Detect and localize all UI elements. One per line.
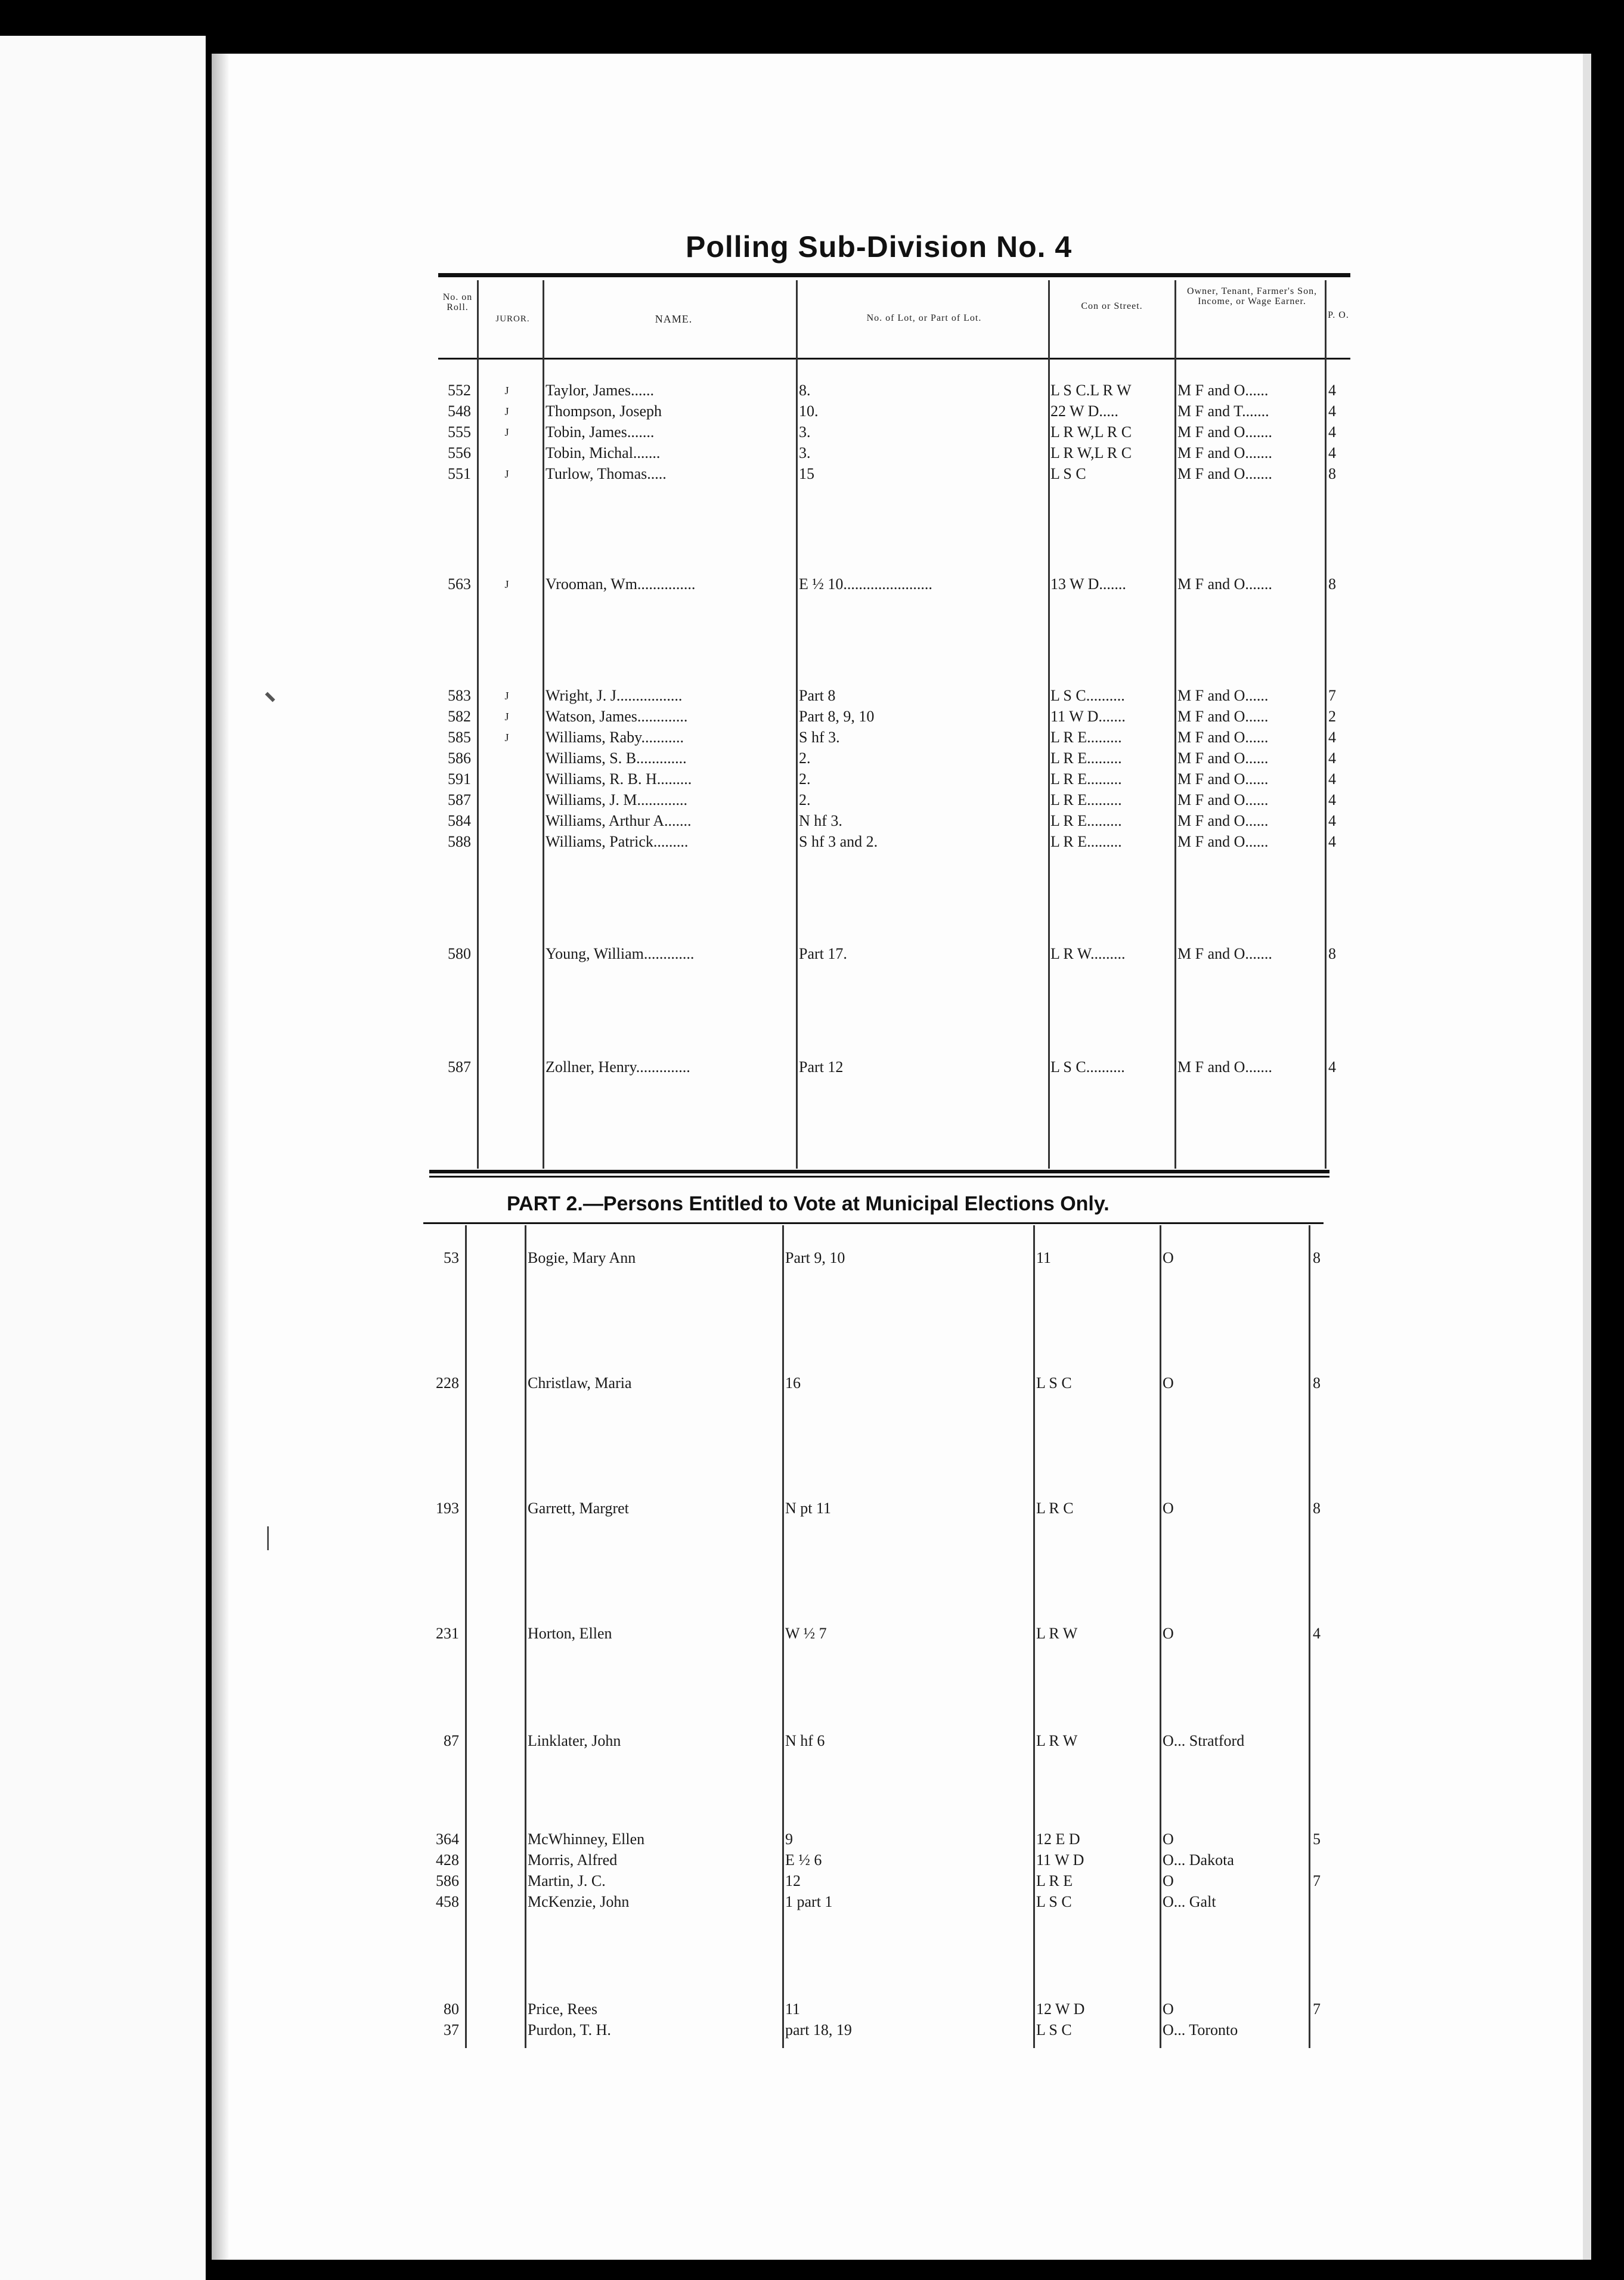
roll-number: 428 — [436, 1851, 459, 1869]
header-top-rule — [438, 273, 1350, 277]
post-office-code: 4 — [1328, 749, 1336, 767]
juror-mark: J — [504, 405, 509, 417]
lot-number: S hf 3. — [799, 729, 840, 746]
roll-number: 193 — [436, 1500, 459, 1517]
concession: L R E......... — [1050, 749, 1122, 767]
lot-number: 10. — [799, 402, 819, 420]
voter-name: Wright, J. J................. — [546, 687, 683, 704]
lot-number: part 18, 19 — [785, 2021, 852, 2039]
lot-number: 16 — [785, 1374, 801, 1392]
lot-number: 2. — [799, 749, 811, 767]
lot-number: 12 — [785, 1872, 801, 1889]
concession: L R C — [1036, 1500, 1074, 1517]
lot-number: Part 17. — [799, 945, 847, 962]
col-rule-4 — [1048, 280, 1050, 1169]
roll-number: 37 — [444, 2021, 459, 2039]
concession: 11 — [1036, 1249, 1052, 1266]
p2-col-rule-1 — [465, 1225, 467, 2048]
post-office-code: 2 — [1328, 708, 1336, 725]
roll-number: 580 — [448, 945, 471, 962]
post-office-code: 4 — [1328, 812, 1336, 829]
voter-name: Tobin, Michal....... — [546, 444, 661, 461]
voter-name: Christlaw, Maria — [528, 1374, 632, 1392]
roll-number: 587 — [448, 1058, 471, 1076]
concession: L R E — [1036, 1872, 1073, 1889]
qualification: M F and T....... — [1177, 402, 1269, 420]
voter-name: Purdon, T. H. — [528, 2021, 611, 2039]
lot-number: E ½ 10....................... — [799, 575, 932, 593]
voter-name: Young, William............. — [546, 945, 695, 962]
voter-name: Price, Rees — [528, 2000, 597, 2018]
voter-name: Watson, James............. — [546, 708, 688, 725]
qualification: O... Toronto — [1163, 2021, 1238, 2039]
voter-name: Williams, S. B............. — [546, 749, 687, 767]
juror-mark: J — [504, 468, 509, 480]
concession: L R E......... — [1050, 770, 1122, 788]
post-office-code: 4 — [1328, 791, 1336, 808]
lot-number: 2. — [799, 770, 811, 788]
stray-mark — [267, 1526, 269, 1550]
roll-number: 231 — [436, 1625, 459, 1642]
part2-heading: PART 2.—Persons Entitled to Vote at Municipal Elections Only. — [507, 1192, 1109, 1215]
qualification: O... Dakota — [1163, 1851, 1234, 1869]
concession: 11 W D....... — [1050, 708, 1126, 725]
header-lot: No. of Lot, or Part of Lot. — [866, 313, 982, 323]
lot-number: 3. — [799, 444, 811, 461]
qualification: M F and O...... — [1177, 791, 1269, 808]
header-po: P. O. — [1328, 310, 1349, 320]
roll-number: 87 — [444, 1732, 459, 1749]
roll-number: 583 — [448, 687, 471, 704]
lot-number: 8. — [799, 382, 811, 399]
concession: L S C — [1036, 1374, 1072, 1392]
part2-top-rule — [429, 1170, 1329, 1173]
lot-number: E ½ 6 — [785, 1851, 822, 1869]
qualification: M F and O...... — [1177, 687, 1269, 704]
p2-col-rule-2 — [525, 1225, 526, 2048]
concession: L S C.......... — [1050, 687, 1125, 704]
qualification: M F and O...... — [1177, 729, 1269, 746]
post-office-code: 4 — [1328, 423, 1336, 441]
voter-name: Williams, Raby........... — [546, 729, 684, 746]
roll-number: 586 — [448, 749, 471, 767]
post-office-code: 8 — [1328, 465, 1336, 482]
qualification: O... Stratford — [1163, 1732, 1245, 1749]
voter-name: Williams, R. B. H......... — [546, 770, 692, 788]
qualification: M F and O....... — [1177, 423, 1272, 441]
lot-number: W ½ 7 — [785, 1625, 827, 1642]
p2-col-rule-4 — [1033, 1225, 1035, 2048]
post-office-code: 8 — [1313, 1249, 1321, 1266]
voter-name: Taylor, James...... — [546, 382, 654, 399]
roll-number: 552 — [448, 382, 471, 399]
qualification: M F and O...... — [1177, 382, 1269, 399]
roll-number: 228 — [436, 1374, 459, 1392]
voter-name: McKenzie, John — [528, 1893, 630, 1910]
post-office-code: 4 — [1328, 382, 1336, 399]
voter-name: Horton, Ellen — [528, 1625, 612, 1642]
concession: L R W......... — [1050, 945, 1126, 962]
juror-mark: J — [504, 732, 509, 744]
roll-number: 458 — [436, 1893, 459, 1910]
lot-number: Part 9, 10 — [785, 1249, 845, 1266]
lot-number: N hf 3. — [799, 812, 842, 829]
juror-mark: J — [504, 426, 509, 438]
voter-name: Martin, J. C. — [528, 1872, 606, 1889]
qualification: M F and O....... — [1177, 465, 1272, 482]
lot-number: 2. — [799, 791, 811, 808]
post-office-code: 4 — [1328, 729, 1336, 746]
post-office-code: 8 — [1328, 945, 1336, 962]
col-rule-3 — [796, 280, 798, 1169]
lot-number: 3. — [799, 423, 811, 441]
juror-mark: J — [504, 690, 509, 702]
lot-number: 15 — [799, 465, 814, 482]
concession: L R E......... — [1050, 812, 1122, 829]
voter-name: Linklater, John — [528, 1732, 621, 1749]
lot-number: 1 part 1 — [785, 1893, 833, 1910]
concession: L R E......... — [1050, 833, 1122, 850]
voter-name: Bogie, Mary Ann — [528, 1249, 636, 1266]
header-con: Con or Street. — [1081, 301, 1143, 311]
concession: 11 W D — [1036, 1851, 1084, 1869]
header-name: NAME. — [655, 313, 693, 325]
qualification: O... Galt — [1163, 1893, 1216, 1910]
p2-col-rule-5 — [1160, 1225, 1161, 2048]
voter-name: Williams, Patrick......... — [546, 833, 689, 850]
qualification: M F and O....... — [1177, 575, 1272, 593]
roll-number: 584 — [448, 812, 471, 829]
roll-number: 551 — [448, 465, 471, 482]
concession: L R W — [1036, 1732, 1078, 1749]
qualification: O — [1163, 1374, 1174, 1392]
post-office-code: 7 — [1328, 687, 1336, 704]
header-bottom-rule — [438, 358, 1350, 360]
col-rule-1 — [477, 280, 479, 1169]
col-rule-6 — [1325, 280, 1327, 1169]
left-page-edge — [0, 36, 206, 2280]
roll-number: 582 — [448, 708, 471, 725]
lot-number: Part 8, 9, 10 — [799, 708, 875, 725]
voter-name: Garrett, Margret — [528, 1500, 629, 1517]
voter-name: Zollner, Henry.............. — [546, 1058, 690, 1076]
post-office-code: 8 — [1328, 575, 1336, 593]
voter-name: Williams, Arthur A....... — [546, 812, 692, 829]
qualification: M F and O....... — [1177, 444, 1272, 461]
header-roll: No. on Roll. — [442, 292, 473, 312]
post-office-code: 4 — [1328, 770, 1336, 788]
qualification: O — [1163, 1872, 1174, 1889]
concession: L S C.......... — [1050, 1058, 1125, 1076]
juror-mark: J — [504, 578, 509, 590]
qualification: M F and O...... — [1177, 833, 1269, 850]
post-office-code: 7 — [1313, 1872, 1321, 1889]
post-office-code: 4 — [1328, 1058, 1336, 1076]
qualification: O — [1163, 1625, 1174, 1642]
qualification: O — [1163, 1500, 1174, 1517]
voter-name: Tobin, James....... — [546, 423, 655, 441]
header-status: Owner, Tenant, Farmer's Son, Income, or Wage Earner. — [1186, 286, 1318, 306]
concession: 13 W D....... — [1050, 575, 1126, 593]
part2-top-rule-thin — [429, 1176, 1329, 1178]
qualification: M F and O...... — [1177, 770, 1269, 788]
roll-number: 364 — [436, 1830, 459, 1848]
roll-number: 586 — [436, 1872, 459, 1889]
juror-mark: J — [504, 711, 509, 723]
roll-number: 555 — [448, 423, 471, 441]
voter-name: Turlow, Thomas..... — [546, 465, 667, 482]
post-office-code: 4 — [1328, 833, 1336, 850]
qualification: O — [1163, 2000, 1174, 2018]
qualification: M F and O...... — [1177, 708, 1269, 725]
post-office-code: 8 — [1313, 1374, 1321, 1392]
qualification: M F and O....... — [1177, 945, 1272, 962]
p2-col-rule-6 — [1309, 1225, 1310, 2048]
post-office-code: 4 — [1328, 402, 1336, 420]
concession: L R E......... — [1050, 729, 1122, 746]
concession: L R W,L R C — [1050, 444, 1132, 461]
lot-number: Part 8 — [799, 687, 836, 704]
roll-number: 80 — [444, 2000, 459, 2018]
post-office-code: 8 — [1313, 1500, 1321, 1517]
juror-mark: J — [504, 385, 509, 396]
page-title: Polling Sub-Division No. 4 — [686, 230, 1073, 264]
post-office-code: 4 — [1328, 444, 1336, 461]
concession: 22 W D..... — [1050, 402, 1118, 420]
concession: L R E......... — [1050, 791, 1122, 808]
col-rule-2 — [543, 280, 544, 1169]
roll-number: 563 — [448, 575, 471, 593]
post-office-code: 7 — [1313, 2000, 1321, 2018]
voter-name: Morris, Alfred — [528, 1851, 618, 1869]
voter-name: Vrooman, Wm............... — [546, 575, 696, 593]
post-office-code: 4 — [1313, 1625, 1321, 1642]
lot-number: N pt 11 — [785, 1500, 832, 1517]
roll-number: 587 — [448, 791, 471, 808]
qualification: O — [1163, 1830, 1174, 1848]
concession: L S C — [1036, 1893, 1072, 1910]
roll-number: 548 — [448, 402, 471, 420]
roll-number: 53 — [444, 1249, 459, 1266]
concession: L R W,L R C — [1050, 423, 1132, 441]
roll-number: 585 — [448, 729, 471, 746]
roll-number: 591 — [448, 770, 471, 788]
voter-name: Williams, J. M............. — [546, 791, 688, 808]
qualification: O — [1163, 1249, 1174, 1266]
qualification: M F and O...... — [1177, 812, 1269, 829]
voter-name: Thompson, Joseph — [546, 402, 662, 420]
p2-col-rule-3 — [782, 1225, 784, 2048]
page-gutter-shadow — [212, 54, 230, 2260]
voter-name: McWhinney, Ellen — [528, 1830, 645, 1848]
qualification: M F and O....... — [1177, 1058, 1272, 1076]
post-office-code: 5 — [1313, 1830, 1321, 1848]
concession: L S C — [1050, 465, 1086, 482]
concession: 12 E D — [1036, 1830, 1080, 1848]
lot-number: Part 12 — [799, 1058, 844, 1076]
concession: L S C.L R W — [1050, 382, 1132, 399]
roll-number: 588 — [448, 833, 471, 850]
lot-number: S hf 3 and 2. — [799, 833, 878, 850]
col-rule-5 — [1174, 280, 1176, 1169]
header-juror: JUROR. — [495, 314, 530, 324]
lot-number: N hf 6 — [785, 1732, 825, 1749]
lot-number: 9 — [785, 1830, 793, 1848]
concession: 12 W D — [1036, 2000, 1085, 2018]
concession: L R W — [1036, 1625, 1078, 1642]
concession: L S C — [1036, 2021, 1072, 2039]
part2-bottom-rule — [423, 1222, 1324, 1224]
roll-number: 556 — [448, 444, 471, 461]
qualification: M F and O...... — [1177, 749, 1269, 767]
lot-number: 11 — [785, 2000, 801, 2018]
